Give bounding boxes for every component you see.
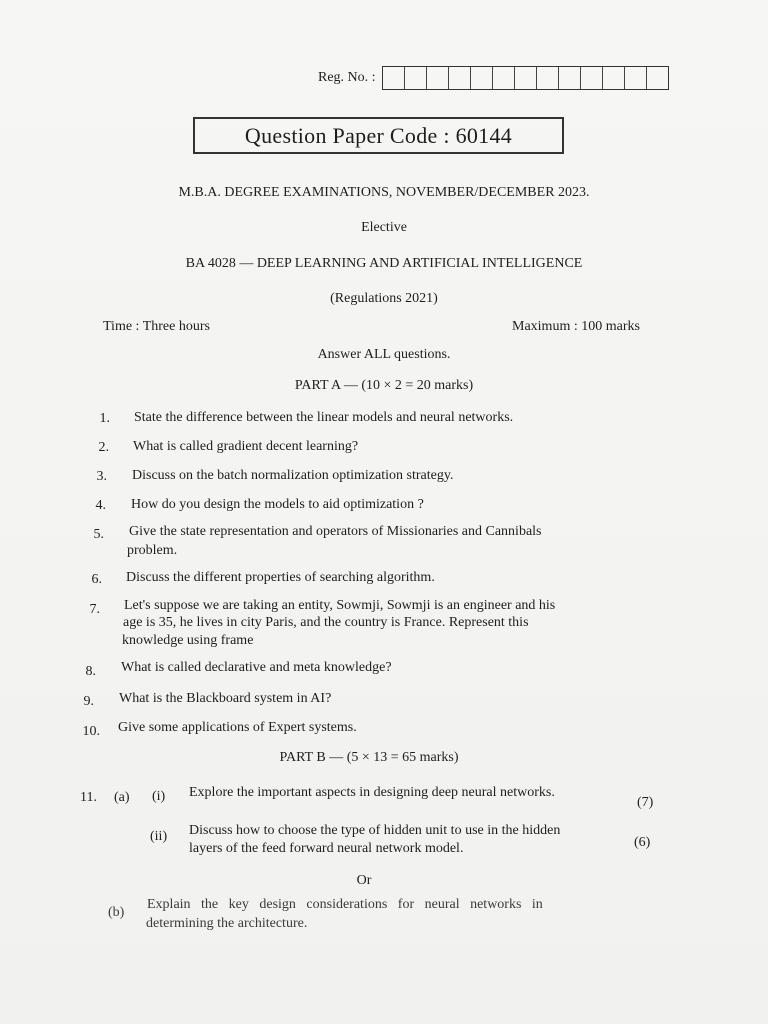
reg-number-box	[471, 67, 493, 89]
option-b-text-continued: determining the architecture.	[146, 916, 308, 931]
reg-number-box	[603, 67, 625, 89]
question-number: 10.	[82, 724, 100, 739]
subpart-ii-text: Discuss how to choose the type of hidden unit to use in the hidden	[189, 823, 561, 838]
question-number: 7.	[89, 602, 100, 617]
reg-number-label: Reg. No. :	[318, 70, 376, 85]
elective-label: Elective	[361, 220, 407, 235]
time-duration: Time : Three hours	[103, 319, 210, 334]
reg-number-boxes	[382, 66, 669, 90]
reg-number-box	[383, 67, 405, 89]
reg-number-box	[647, 67, 668, 89]
question-text: Let's suppose we are taking an entity, Sowmji, Sowmji is an engineer and his	[124, 598, 556, 613]
question-text: State the difference between the linear models and neural networks.	[134, 410, 514, 425]
question-number: 3.	[96, 469, 107, 484]
question-text: Give some applications of Expert systems.	[118, 720, 357, 735]
question-number: 11.	[80, 790, 97, 805]
question-text: What is the Blackboard system in AI?	[119, 691, 332, 706]
question-text-continued: knowledge using frame	[122, 633, 254, 648]
question-text-continued: problem.	[127, 543, 178, 558]
question-text: Give the state representation and operators of Missionaries and Cannibals	[129, 524, 542, 539]
subpart-ii-marks: (6)	[634, 835, 651, 850]
question-number: 5.	[93, 527, 104, 542]
regulations: (Regulations 2021)	[330, 291, 438, 306]
reg-number-box	[405, 67, 427, 89]
or-separator: Or	[356, 873, 372, 888]
subpart-i-label: (i)	[152, 789, 166, 804]
reg-number-box	[581, 67, 603, 89]
reg-number-box	[559, 67, 581, 89]
exam-title: M.B.A. DEGREE EXAMINATIONS, NOVEMBER/DECEMBER 2023.	[178, 185, 590, 200]
question-number: 6.	[91, 572, 102, 587]
part-b-title: PART B — (5 × 13 = 65 marks)	[279, 750, 459, 765]
question-number: 1.	[99, 411, 110, 426]
question-text: What is called gradient decent learning?	[133, 439, 359, 454]
subpart-i-text: Explore the important aspects in designing deep neural networks.	[189, 785, 555, 800]
question-number: 2.	[98, 440, 109, 455]
question-number: 8.	[85, 664, 96, 679]
option-b-label: (b)	[108, 905, 125, 920]
reg-number-box	[537, 67, 559, 89]
question-text: How do you design the models to aid optimization ?	[131, 497, 424, 512]
reg-number-box	[625, 67, 647, 89]
question-text: What is called declarative and meta knowledge?	[121, 660, 392, 675]
subpart-ii-label: (ii)	[150, 829, 168, 844]
reg-number-box	[493, 67, 515, 89]
course-title: BA 4028 — DEEP LEARNING AND ARTIFICIAL INTELLIGENCE	[185, 256, 583, 271]
maximum-marks: Maximum : 100 marks	[512, 319, 640, 334]
question-text-continued: age is 35, he lives in city Paris, and the country is France. Represent this	[123, 615, 529, 630]
question-number: 4.	[95, 498, 106, 513]
part-a-title: PART A — (10 × 2 = 20 marks)	[294, 378, 474, 393]
reg-number-row	[318, 66, 669, 90]
option-b-text: Explain the key design considerations for neural networks in	[147, 897, 543, 912]
question-number: 9.	[83, 694, 94, 709]
option-a-label: (a)	[114, 790, 130, 805]
reg-number-box	[515, 67, 537, 89]
subpart-i-marks: (7)	[637, 795, 654, 810]
question-text: Discuss on the batch normalization optimization strategy.	[132, 468, 454, 483]
subpart-ii-text-continued: layers of the feed forward neural network model.	[189, 841, 464, 856]
reg-number-box	[427, 67, 449, 89]
question-paper-code: Question Paper Code : 60144	[193, 117, 564, 154]
instruction: Answer ALL questions.	[317, 347, 451, 362]
question-text: Discuss the different properties of searching algorithm.	[126, 570, 435, 585]
reg-number-box	[449, 67, 471, 89]
